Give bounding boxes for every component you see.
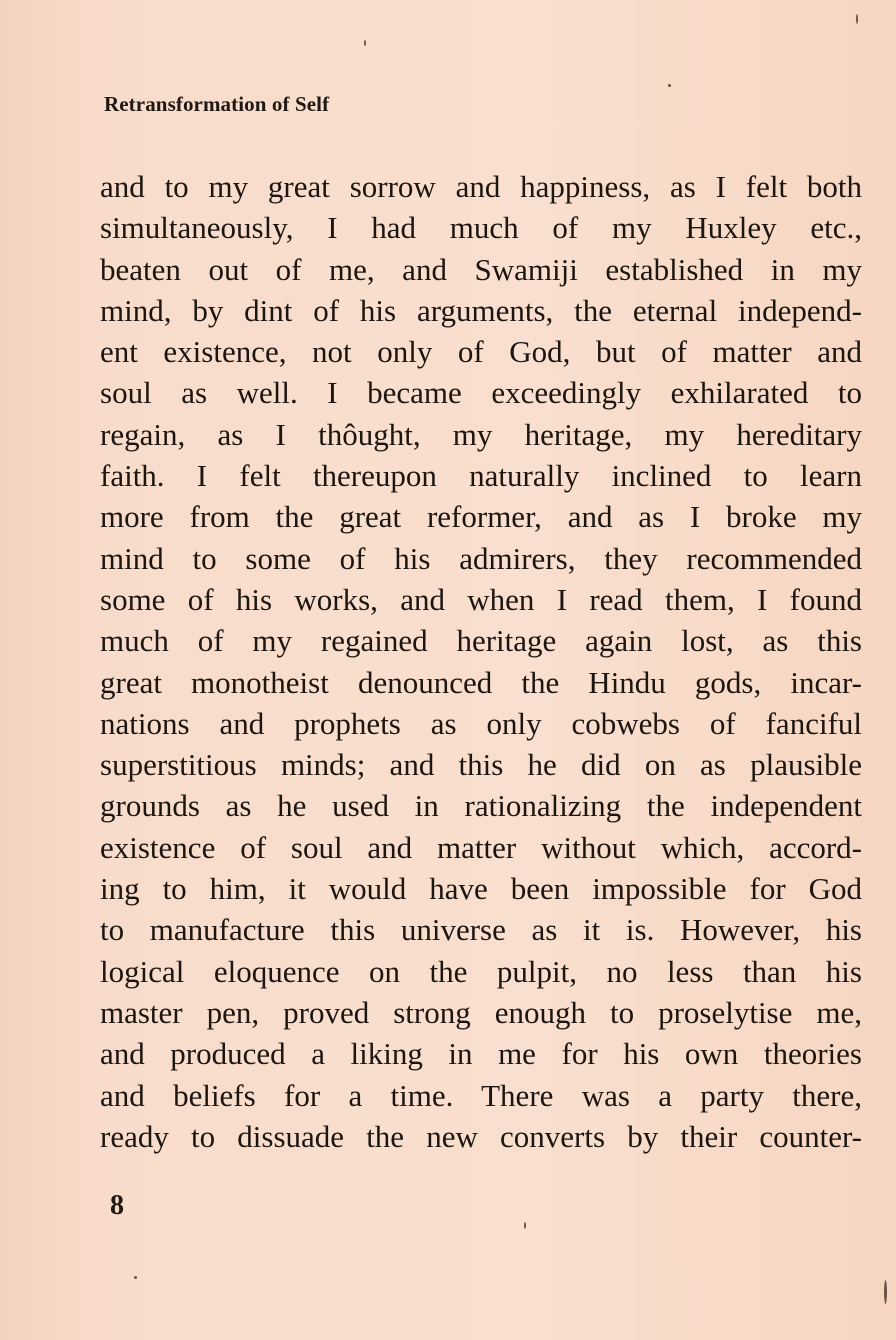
text-line: regain, as I thôught, my heritage, my hereditary xyxy=(100,416,862,452)
text-line: and produced a liking in me for his own theories xyxy=(100,1036,862,1072)
text-line: nations and prophets as only cobwebs of fanciful xyxy=(100,705,862,741)
text-line: more from the great reformer, and as I broke my xyxy=(100,499,862,535)
text-line: existence of soul and matter without which, accord- xyxy=(100,829,862,865)
text-line: ready to dissuade the new converts by their counter- xyxy=(100,1118,862,1154)
running-header: Retransformation of Self xyxy=(104,92,330,116)
text-line: soul as well. I became exceedingly exhilarated to xyxy=(100,375,862,411)
paper-speck xyxy=(884,1280,887,1304)
paper-speck xyxy=(364,40,366,46)
paper-speck xyxy=(856,14,858,24)
text-line: great monotheist denounced the Hindu gods, incar- xyxy=(100,664,862,700)
page-number: 8 xyxy=(110,1190,124,1221)
text-line: some of his works, and when I read them, I found xyxy=(100,581,862,617)
text-line: mind, by dint of his arguments, the eternal independ- xyxy=(100,292,862,328)
text-line: to manufacture this universe as it is. However, his xyxy=(100,912,862,948)
text-line: grounds as he used in rationalizing the independent xyxy=(100,788,862,824)
text-line: and beliefs for a time. There was a party there, xyxy=(100,1077,862,1113)
text-line: beaten out of me, and Swamiji established in my xyxy=(100,251,862,287)
text-line: mind to some of his admirers, they recommended xyxy=(100,540,862,576)
paper-speck xyxy=(134,1276,137,1279)
text-line: simultaneously, I had much of my Huxley etc., xyxy=(100,210,862,246)
body-text xyxy=(100,166,862,1157)
text-line: much of my regained heritage again lost, as this xyxy=(100,623,862,659)
text-line: superstitious minds; and this he did on as plausible xyxy=(100,747,862,783)
text-line: logical eloquence on the pulpit, no less than his xyxy=(100,953,862,989)
text-line: ing to him, it would have been impossible for God xyxy=(100,871,862,907)
paper-speck xyxy=(668,84,671,87)
text-line: master pen, proved strong enough to proselytise me, xyxy=(100,994,862,1030)
text-line: faith. I felt thereupon naturally inclined to learn xyxy=(100,458,862,494)
paper-speck xyxy=(524,1222,526,1229)
text-line: ent existence, not only of God, but of matter and xyxy=(100,334,862,370)
text-line: and to my great sorrow and happiness, as I felt both xyxy=(100,169,862,204)
